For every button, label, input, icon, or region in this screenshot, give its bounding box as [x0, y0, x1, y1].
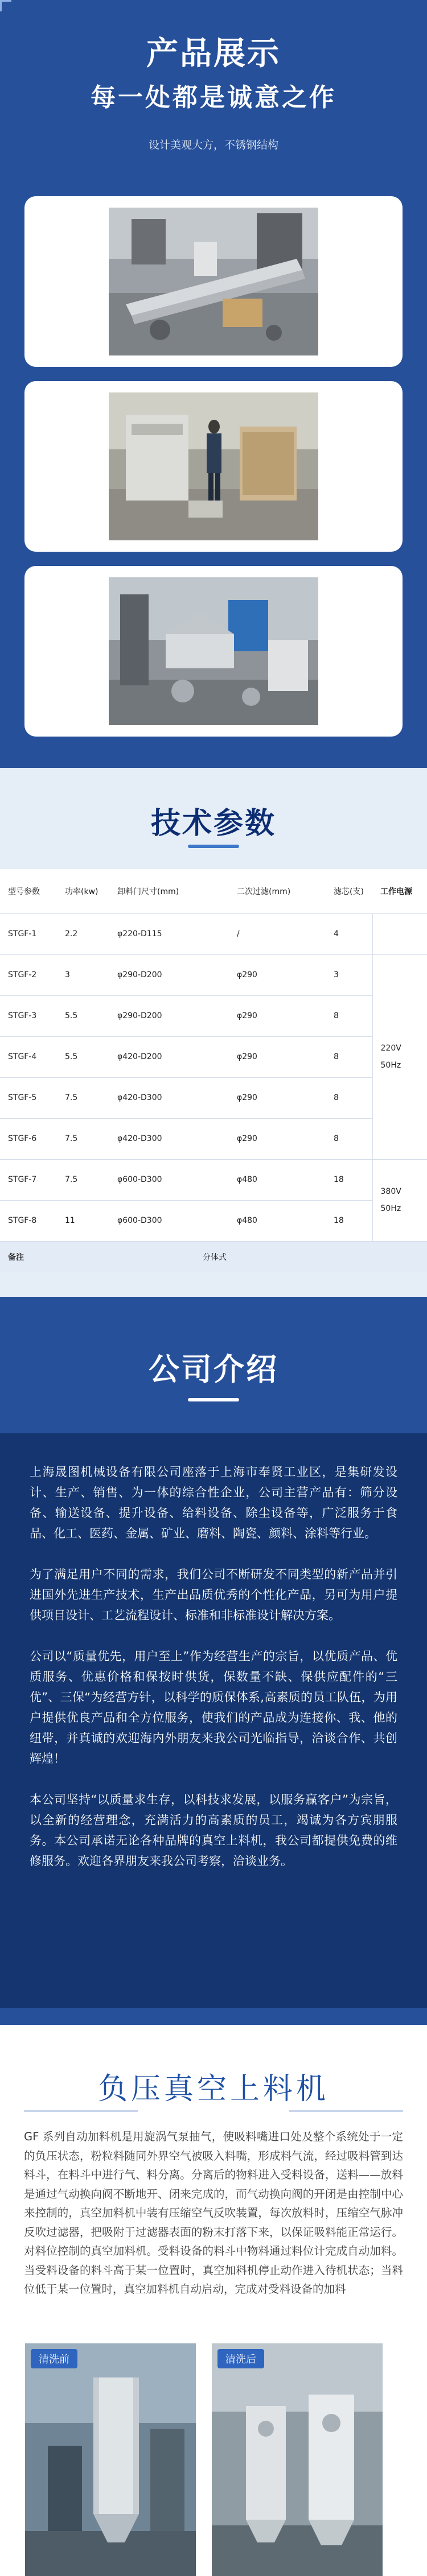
note-label: 备注 [0, 1241, 57, 1272]
after-cleaning-label: 清洗后 [217, 2349, 264, 2368]
cell-power-supply-empty [372, 913, 427, 954]
product-showcase-section [0, 0, 427, 768]
cell-power-supply-group-1 [372, 954, 427, 1159]
cell-discharge: φ600-D300 [109, 1159, 229, 1200]
cell-power: 3 [57, 954, 109, 995]
cell-model: STGF-8 [0, 1200, 57, 1241]
before-cleaning-label: 清洗前 [31, 2349, 77, 2368]
table-row [0, 1200, 427, 1241]
cell-filter: / [229, 913, 326, 954]
table-row [0, 954, 427, 995]
cell-filter: φ290 [229, 954, 326, 995]
vacuum-feeder-section [0, 2025, 427, 2576]
cell-discharge: φ290-D200 [109, 995, 229, 1036]
power-frequency: 50Hz [380, 1061, 401, 1070]
company-title-underline [188, 1398, 239, 1401]
after-cleaning-photo [212, 2343, 383, 2576]
cell-filter: φ290 [229, 1036, 326, 1077]
vacuum-description: GF 系列自动加料机是用旋涡气泵抽气，使吸料嘴进口处及整个系统处于一定的负压状态，粉粒料随同外界空气被吸入料嘴，形成料气流，经过吸料管到达料斗，在料斗中进行气、料分离。分离后的物料进入受料设备，送料——放料是通过气动换向阀不断地开、闭来完成的，而气动换向阀的开闭是由控制中心来控制的，真空加料机中装有压缩空气反吹装置，每次放料时，压缩空气脉冲反吹过滤器，把吸附于过滤器表面的粉末打落下来，以保证吸料能正常运行。对料位控制的真空加料机。受料设备的料斗中物料通过料位计完成自动加料。当受料设备的料斗高于某一位置时，真空加料机停止动作进入待机状态；当料位低于某一位置时，真空加料机自动启动，完成对受料设备的加料 [24, 2130, 403, 2296]
header-secondary-filter: 二次过滤(mm) [229, 869, 326, 913]
company-title: 公司介绍 [149, 1351, 278, 1387]
cell-filter: φ290 [229, 1118, 326, 1159]
cell-power: 5.5 [57, 1036, 109, 1077]
table-row [0, 995, 427, 1036]
cell-elements: 4 [326, 913, 372, 954]
cell-power: 11 [57, 1200, 109, 1241]
table-row [0, 1159, 427, 1200]
company-intro-card [0, 1433, 427, 2008]
cell-model: STGF-1 [0, 913, 57, 954]
cell-discharge: φ290-D200 [109, 954, 229, 995]
cell-elements: 3 [326, 954, 372, 995]
cell-elements: 18 [326, 1159, 372, 1200]
cell-power: 5.5 [57, 995, 109, 1036]
table-row [0, 913, 427, 954]
note-empty [372, 1241, 427, 1272]
product-photo-card-2 [24, 381, 403, 552]
product-photo-card-3 [24, 566, 403, 737]
cell-elements: 8 [326, 1077, 372, 1118]
params-title-underline [188, 845, 239, 848]
params-header-row [0, 869, 427, 913]
title-divider-right [289, 2110, 403, 2112]
products-subtitle: 每一处都是诚意之作 [91, 83, 336, 112]
cell-elements: 8 [326, 1118, 372, 1159]
header-power: 功率(kw) [57, 869, 109, 913]
power-frequency: 50Hz [380, 1204, 401, 1213]
cell-filter: φ290 [229, 995, 326, 1036]
cell-discharge: φ420-D300 [109, 1077, 229, 1118]
cell-model: STGF-5 [0, 1077, 57, 1118]
company-paragraph-4: 本公司坚持“以质量求生存，以科技求发展，以服务赢客户”为宗旨，以全新的经营理念，充满活力的高素质的员工，竭诚为各方宾朋服务。本公司承诺无论各种品牌的真空上料机，我公司都提供免费的维修服务。欢迎各界朋友来我公司考察，洽谈业务。 [30, 1793, 397, 1868]
cell-model: STGF-2 [0, 954, 57, 995]
cell-discharge: φ420-D300 [109, 1118, 229, 1159]
title-divider-left [24, 2110, 138, 2112]
cell-elements: 8 [326, 1036, 372, 1077]
cell-model: STGF-7 [0, 1159, 57, 1200]
product-photo-2 [109, 392, 318, 540]
cell-elements: 8 [326, 995, 372, 1036]
cell-filter: φ480 [229, 1200, 326, 1241]
before-cleaning-photo [25, 2343, 196, 2576]
company-paragraph-1: 上海晟图机械设备有限公司座落于上海市奉贤工业区，是集研发设计、生产、销售、为一体的综合性企业，公司主营产品有：筛分设备、输送设备、提升设备、给料设备、除尘设备等，广泛服务于食品、化工、医药、金属、矿业、磨料、陶瓷、颜料、涂料等行业。 [30, 1465, 397, 1540]
cell-power: 7.5 [57, 1159, 109, 1200]
company-paragraph-3: 公司以“质量优先，用户至上”作为经营生产的宗旨，以优质产品、优质服务、优惠价格和保按时供货，保数量不缺、保供应配件的“三优”、三保“为经营方针，以科学的质保体系,高素质的员工队伍，为用户提供优良产品和全方位服务，使我们的产品成为连接你、我、他的纽带，并真诚的欢迎海内外朋友来我公司光临指导，洽谈合作、共创辉煌！ [30, 1649, 397, 1765]
header-working-power: 工作电源 [372, 869, 427, 913]
cell-model: STGF-4 [0, 1036, 57, 1077]
cell-power: 2.2 [57, 913, 109, 954]
cell-elements: 18 [326, 1200, 372, 1241]
cell-power-supply-group-2 [372, 1159, 427, 1241]
header-filter-element: 滤芯(支) [326, 869, 372, 913]
params-table [0, 869, 427, 1272]
technical-parameters-section [0, 768, 427, 1297]
company-paragraph-2: 为了满足用户不同的需求，我们公司不断研发不同类型的新产品并引进国外先进生产技术，生产出品质优秀的个性化产品，另可为用户提供项目设计、工艺流程设计、标准和非标准设计解决方案。 [30, 1568, 397, 1622]
company-intro-section [0, 1297, 427, 2025]
cell-filter: φ480 [229, 1159, 326, 1200]
cell-power: 7.5 [57, 1118, 109, 1159]
table-row [0, 1118, 427, 1159]
vacuum-title: 负压真空上料机 [97, 2072, 329, 2106]
product-photo-1 [109, 208, 318, 355]
products-description: 设计美观大方，不锈钢结构 [148, 139, 278, 151]
cell-power: 7.5 [57, 1077, 109, 1118]
cell-discharge: φ220-D115 [109, 913, 229, 954]
cell-discharge: φ420-D200 [109, 1036, 229, 1077]
note-row [0, 1241, 427, 1272]
cell-model: STGF-6 [0, 1118, 57, 1159]
note-value: 分体式 [57, 1241, 372, 1272]
header-model: 型号参数 [0, 869, 57, 913]
cell-model: STGF-3 [0, 995, 57, 1036]
table-row [0, 1077, 427, 1118]
table-row [0, 1036, 427, 1077]
product-photo-card-1 [24, 196, 403, 367]
header-discharge-size: 卸料门尺寸(mm) [109, 869, 229, 913]
params-title: 技术参数 [150, 807, 276, 841]
corner-decoration [0, 0, 11, 11]
cell-discharge: φ600-D300 [109, 1200, 229, 1241]
products-title: 产品展示 [146, 35, 281, 72]
cell-filter: φ290 [229, 1077, 326, 1118]
power-voltage: 380V [380, 1187, 401, 1196]
product-photo-3 [109, 577, 318, 725]
power-voltage: 220V [380, 1044, 401, 1053]
